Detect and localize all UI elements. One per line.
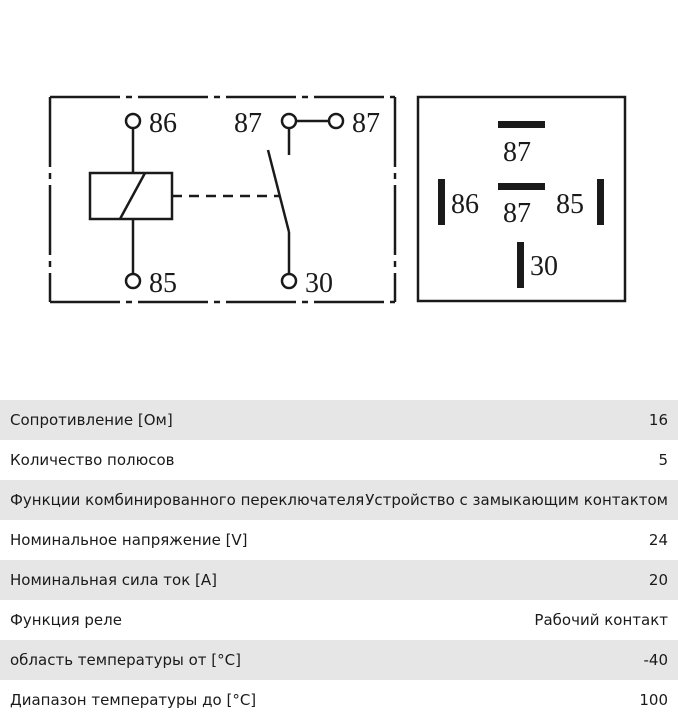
schematic-label-30: 30 <box>305 268 333 299</box>
socket-pin-86 <box>438 179 445 225</box>
spec-label: Функции комбинированного переключателя <box>10 491 365 509</box>
spec-value: 5 <box>658 451 668 469</box>
spec-label: Сопротивление [Ом] <box>10 411 173 429</box>
socket-label-87-top: 87 <box>503 137 531 168</box>
spec-value: 20 <box>648 571 668 589</box>
spec-row <box>0 560 678 600</box>
terminal-86 <box>126 114 140 128</box>
spec-row <box>0 400 678 440</box>
terminal-85 <box>126 274 140 288</box>
terminal-87-right <box>329 114 343 128</box>
spec-value: 100 <box>639 691 668 709</box>
socket-label-30: 30 <box>530 251 558 282</box>
spec-value: 16 <box>648 411 668 429</box>
socket-pin-87-center <box>498 183 545 190</box>
terminal-30 <box>282 274 296 288</box>
schematic-label-86: 86 <box>149 108 177 139</box>
spec-table <box>0 400 678 720</box>
terminal-87-left <box>282 114 296 128</box>
coil-diagonal <box>120 173 145 219</box>
spec-label: область температуры от [°C] <box>10 651 241 669</box>
socket-pin-85 <box>597 179 604 225</box>
schematic-label-87-right: 87 <box>352 108 380 139</box>
spec-label: Функция реле <box>10 611 122 629</box>
switch-blade <box>268 150 289 232</box>
relay-schematic <box>50 97 395 302</box>
spec-value: Устройство с замыкающим контактом <box>365 491 668 509</box>
schematic-label-87-left: 87 <box>234 108 262 139</box>
spec-label: Количество полюсов <box>10 451 175 469</box>
spec-value: Рабочий контакт <box>534 611 668 629</box>
socket-label-87-center: 87 <box>503 198 531 229</box>
spec-row <box>0 520 678 560</box>
spec-value: -40 <box>643 651 668 669</box>
coil <box>90 173 172 219</box>
spec-row <box>0 680 678 720</box>
spec-row <box>0 480 678 520</box>
spec-label: Номинальная сила ток [A] <box>10 571 217 589</box>
spec-label: Номинальное напряжение [V] <box>10 531 248 549</box>
schematic-enclosure <box>50 97 395 302</box>
socket-label-85: 85 <box>556 189 584 220</box>
spec-label: Диапазон температуры до [°C] <box>10 691 257 709</box>
spec-row <box>0 600 678 640</box>
schematic-label-85: 85 <box>149 268 177 299</box>
spec-row <box>0 440 678 480</box>
spec-row <box>0 640 678 680</box>
spec-value: 24 <box>648 531 668 549</box>
socket-pin-87-top <box>498 121 545 128</box>
socket-pin-30 <box>517 242 524 288</box>
socket-label-86: 86 <box>451 189 479 220</box>
